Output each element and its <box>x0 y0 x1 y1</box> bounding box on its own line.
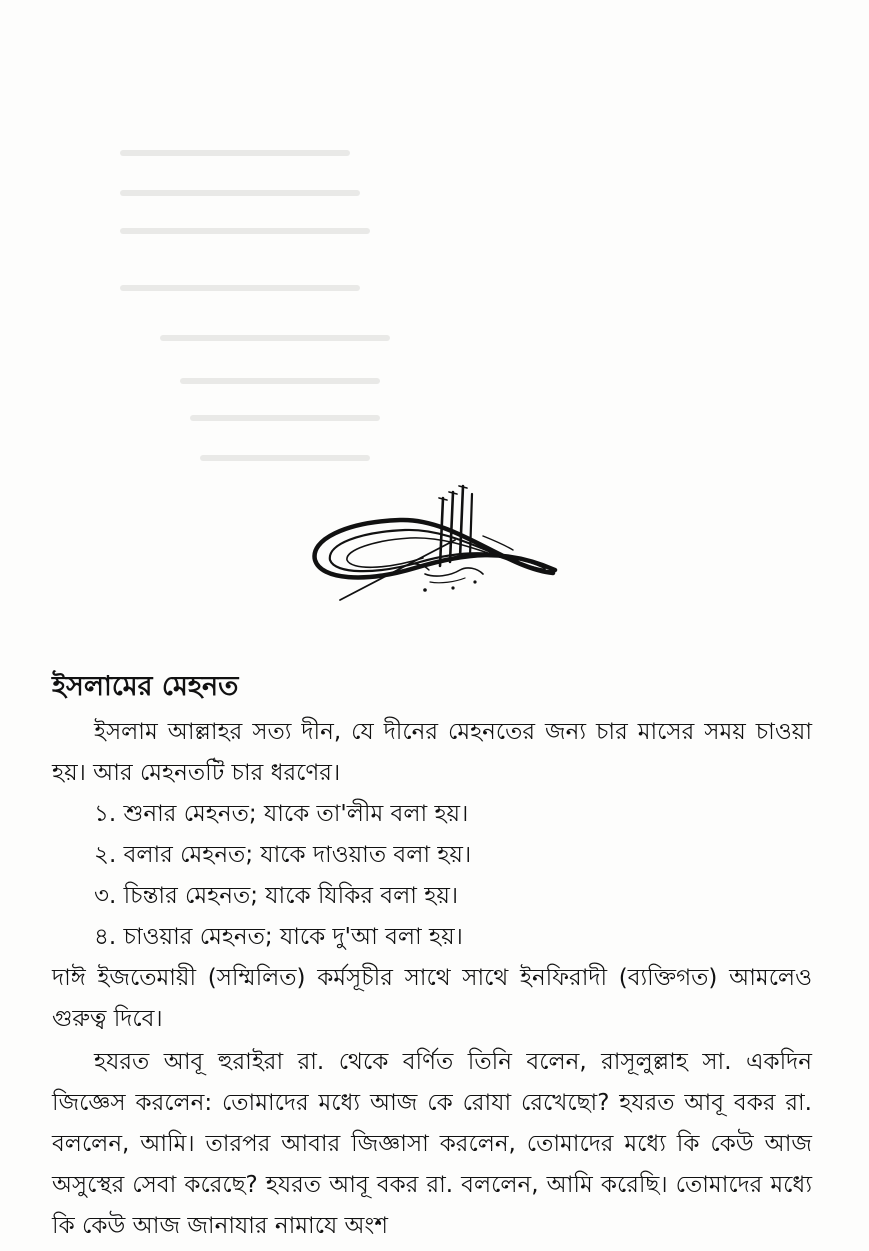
bleed-through-mark <box>120 150 350 156</box>
bleed-through-mark <box>190 415 380 421</box>
bleed-through-mark <box>120 285 360 291</box>
bleed-through-mark <box>180 378 380 384</box>
intro-paragraph: ইসলাম আল্লাহর সত্য দীন, যে দীনের মেহনতের জন্য চার মাসের সময় চাওয়া হয়। আর মেহনতটি চার ধরণের। <box>52 719 812 786</box>
page-content <box>52 662 812 1247</box>
list-item: ৪. চাওয়ার মেহনত; যাকে দু'আ বলা হয়। <box>94 924 463 950</box>
list-item: ৩. চিন্তার মেহনত; যাকে যিকির বলা হয়। <box>94 883 459 909</box>
bleed-through-mark <box>120 190 360 196</box>
calligraphy-ornament <box>305 478 560 603</box>
list-item: ১. শুনার মেহনত; যাকে তা'লীম বলা হয়। <box>94 801 469 827</box>
body-paragraph: দাঈ ইজতেমায়ী (সম্মিলিত) কর্মসূচীর সাথে সাথে ইনফিরাদী (ব্যক্তিগত) আমলেও গুরুত্ব দিবে। <box>52 965 812 1032</box>
list-item: ২. বলার মেহনত; যাকে দাওয়াত বলা হয়। <box>94 842 472 868</box>
bleed-through-mark <box>160 335 390 341</box>
section-heading: ইসলামের মেহনত <box>52 671 239 702</box>
bleed-through-mark <box>200 455 370 461</box>
bleed-through-mark <box>120 228 370 234</box>
hadith-paragraph: হযরত আবূ হুরাইরা রা. থেকে বর্ণিত তিনি বলেন, রাসূলুল্লাহ সা. একদিন জিজ্ঞেস করলেন: তোমাদের মধ্যে আজ কে রোযা রেখেছো? হযরত আবূ বকর রা. বললেন, আমি। তারপর আবার জিজ্ঞাসা করলেন, তোমাদের মধ্যে কি কেউ আজ অসুস্থের সেবা করেছে? হযরত আবূ বকর রা. বললেন, আমি করেছি। তোমাদের মধ্যে কি কেউ আজ জানাযার নামাযে অংশ <box>52 1049 812 1239</box>
